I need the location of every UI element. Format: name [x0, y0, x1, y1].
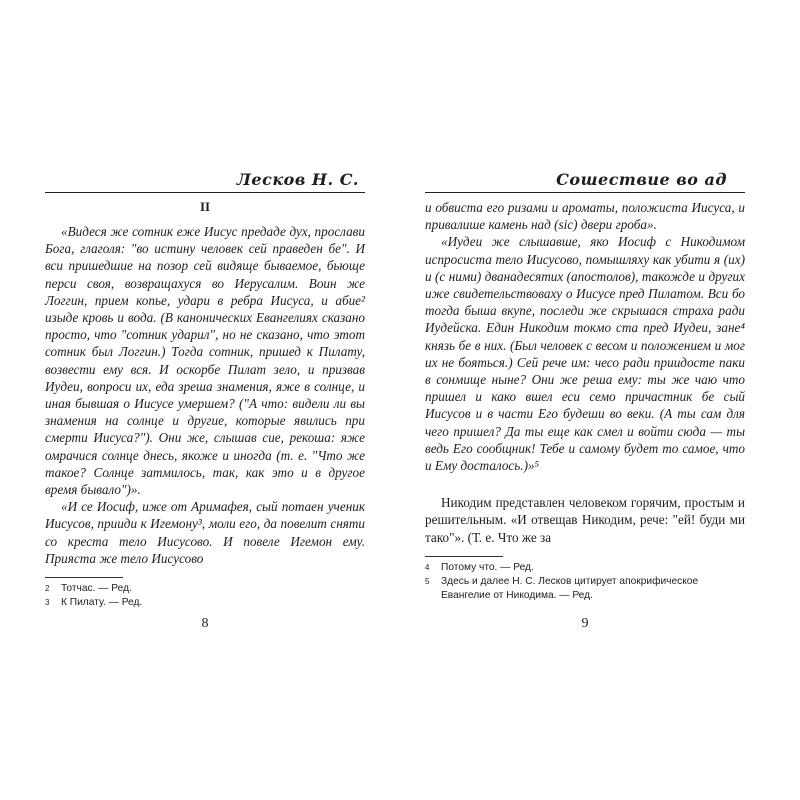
footnote [45, 596, 365, 610]
footnote [425, 561, 745, 575]
running-header [425, 160, 745, 193]
paragraph: Никодим представлен человеком горячим, простым и решительным. «И отвещав Никодим, рече: "ей! буди ми тако"». (Т. е. Что же за [425, 495, 745, 545]
footnote-number: 4 [425, 562, 430, 572]
page-number: 8 [201, 616, 209, 631]
left-body-text [45, 223, 365, 567]
footnote-number: 3 [45, 598, 50, 608]
footnote-divider [45, 577, 123, 578]
right-body-text [425, 199, 745, 546]
footnote-text: Здесь и далее Н. С. Лесков цитирует апокрифическое Евангелие от Никодима. — Ред. [441, 575, 699, 601]
footnote-text: Потому что. — Ред. [441, 561, 534, 573]
footnote-divider [425, 556, 503, 557]
author-header: Лесков Н. С. [236, 170, 359, 189]
paragraph: и обвиста его ризами и ароматы, положиста Иисуса, и привалише камень над (sic) двери гроба». [425, 200, 745, 233]
paragraph: «И се Иосиф, иже от Аримафея, сый потаен ученик Иисусов, прииди к Игемону³, моли его, да повелит сняти со креста тело Иисусово. И повеле Игемон ему. Прияста же тело Иисусово [45, 499, 365, 566]
footnote-text: Тотчас. — Ред. [61, 583, 132, 595]
page-number: 9 [581, 616, 589, 631]
right-page [425, 160, 745, 640]
chapter-number: II [199, 199, 211, 214]
footnotes [425, 561, 745, 603]
left-page [45, 160, 365, 640]
section-header: Сошествие во ад [556, 170, 727, 189]
footnote-number: 2 [45, 584, 50, 594]
footnote [425, 575, 745, 603]
footnote-text: К Пилату. — Ред. [61, 597, 143, 609]
footnote-number: 5 [425, 576, 430, 586]
paragraph: «Иудеи же слышавше, яко Иосиф с Никодимом испросиста тело Иисусово, помышляху как убити я (их) и (с ними) дванадесятих (апостолов), такожде и других иже свидетельствоваху о Иисусе пред Пилатом. Вси бо тогда быша вкупе, последи же скрышася страха ради Иудейска. Един Никодим токмо ста пред Иудеи, зане⁴ князь бе в них. (Был человек с весом и положением и мог их не бояться.) Сей рече им: чесо ради приидосте паки в сонмище ныне? Они же реша ему: ты же чаю что пришел и како вшел еси семо причастник бе сый Иисусов и в части Его будеши во веки. (А ты сам для чего пришел? Да ты еще как смел и войти сюда — ты ведь Его сообщник! Тебе и самому будет то самое, что и Ему досталось.)»⁵ [425, 234, 745, 474]
footnotes [45, 582, 365, 610]
running-header [45, 160, 365, 193]
footnote [45, 582, 365, 596]
paragraph: «Видеся же сотник еже Иисус предаде дух, прослави Бога, глаголя: "во истину человек сей праведен бе". И вси пришедшие на позор сей видяще бываемое, бьюще перси своя, возвращахуся во Иерусалим. Воин же Логгин, прием копье, удари в ребра Иисуса, и абие² изыде кровь и вода. (В канонических Евангелиях сказано просто, что "сотник ударил", но не сказано, что этот сотник был Логгин.) Тогда сотник, пришед к Пилату, возвести ему вся. И оскорбе Пилат зело, и призвав Иудеи, вопроси их, еда зреша знамения, яже в солнце, и иная бывшая о Иисусе умершем? ("А что: видели ли вы знамения на солнце и другие, которые явились при смерти Иисуса?"). Они же, слышав сие, рекоша: яже омрачися солнце днесь, якоже и иногда (т. е. "Что же такое? Солнце затмилось, так, как это и в другое время бывало")». [45, 224, 365, 498]
